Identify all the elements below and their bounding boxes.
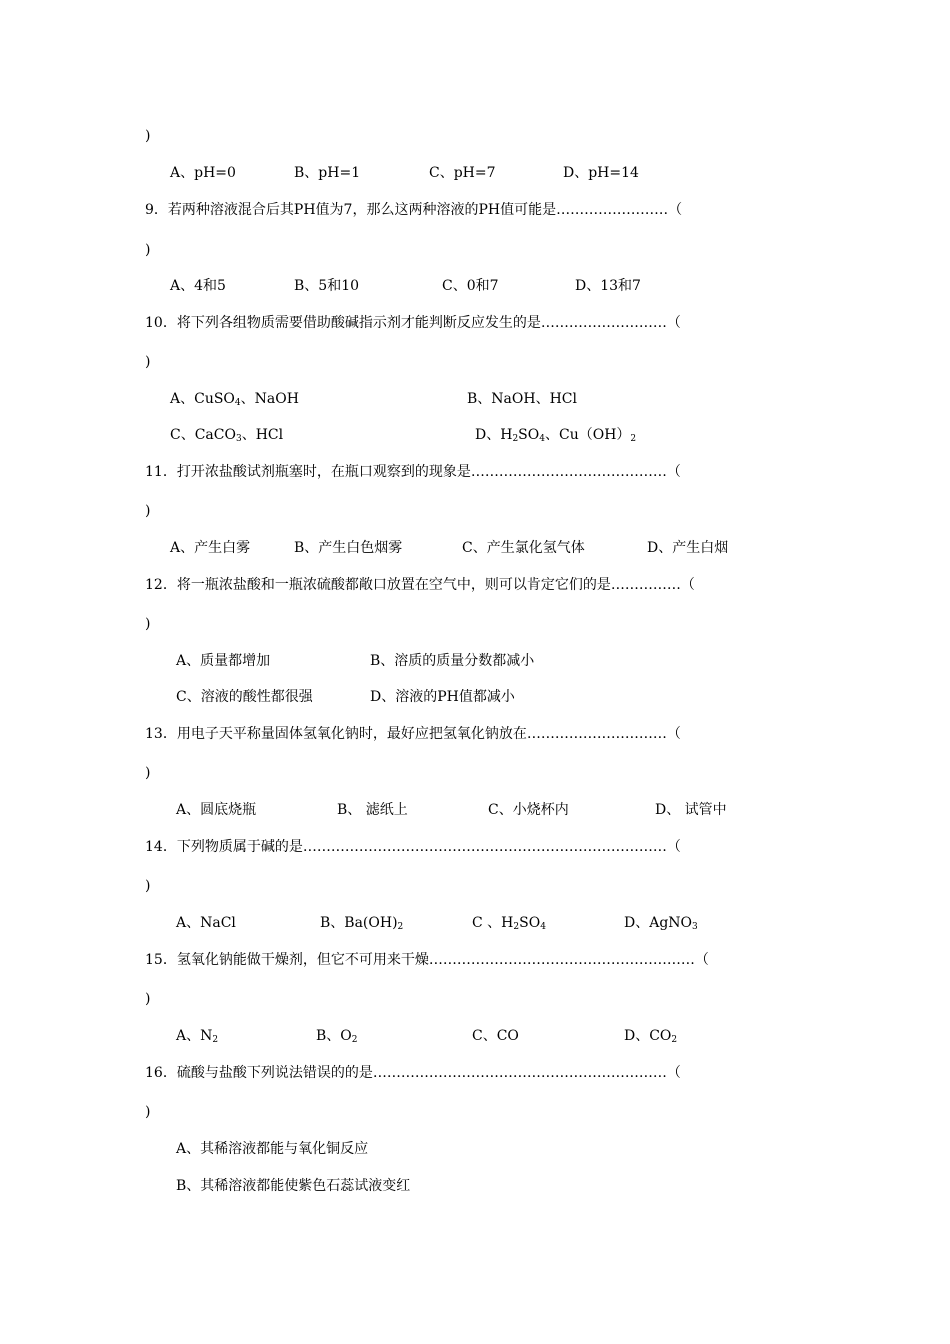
option-b: B、 滤纸上 <box>337 802 408 818</box>
option-b: B、其稀溶液都能使紫色石蕊试液变红 <box>176 1178 411 1194</box>
option-d: D、溶液的PH值都减小 <box>370 689 515 705</box>
answer-paren-close: ) <box>145 765 151 781</box>
question-14: 14．下列物质属于碱的是……………………………………………………………………（ <box>145 839 681 855</box>
option-c: C、CaCO$_3$、HCl <box>170 427 284 444</box>
option-d: D、13和7 <box>575 278 641 294</box>
answer-paren-close: ) <box>145 991 151 1007</box>
option-b: B、产生白色烟雾 <box>294 540 403 556</box>
option-d: D、产生白烟 <box>647 540 729 556</box>
question-9: 9．若两种溶液混合后其PH值为7，那么这两种溶液的PH值可能是……………………（ <box>145 202 683 218</box>
question-11: 11．打开浓盐酸试剂瓶塞时，在瓶口观察到的现象是……………………………………（ <box>145 464 681 480</box>
option-c: C、溶液的酸性都很强 <box>176 689 313 705</box>
option-a: A、产生白雾 <box>170 540 251 556</box>
option-b: B、$Ba(OH)_2$ <box>320 915 404 932</box>
option-c: C、小烧杯内 <box>488 802 569 818</box>
answer-paren-close: ) <box>145 1104 151 1120</box>
answer-paren-close: ) <box>145 128 151 144</box>
answer-paren-close: ) <box>145 242 151 258</box>
option-a: A、pH=0 <box>170 165 236 181</box>
option-d: D、pH=14 <box>563 165 639 181</box>
option-a: A、圆底烧瓶 <box>176 802 257 818</box>
option-c: C 、$H_2SO_4$ <box>472 915 546 932</box>
option-b: B、$O_2$ <box>316 1028 358 1045</box>
question-13: 13．用电子天平称量固体氢氧化钠时，最好应把氢氧化钠放在…………………………（ <box>145 726 681 742</box>
answer-paren-close: ) <box>145 354 151 370</box>
question-16: 16．硫酸与盐酸下列说法错误的的是………………………………………………………（ <box>145 1065 681 1081</box>
answer-paren-close: ) <box>145 616 151 632</box>
option-b: B、pH=1 <box>294 165 361 181</box>
option-a: A、NaCl <box>176 915 236 931</box>
answer-paren-close: ) <box>145 878 151 894</box>
option-a: A、其稀溶液都能与氧化铜反应 <box>176 1141 369 1157</box>
option-d: D、AgNO$_3$ <box>624 915 698 932</box>
option-a: A、4和5 <box>170 278 226 294</box>
option-c: C、pH=7 <box>429 165 496 181</box>
option-b: B、5和10 <box>294 278 360 294</box>
question-10: 10．将下列各组物质需要借助酸碱指示剂才能判断反应发生的是………………………（ <box>145 315 681 331</box>
option-d: D、$H_2SO_4$、$Cu(OH)_2$ <box>475 427 637 444</box>
option-a: A、CuSO$_4$、NaOH <box>170 391 299 408</box>
option-c: C、0和7 <box>442 278 499 294</box>
option-a: A、$N_2$ <box>176 1028 219 1045</box>
option-b: B、溶质的质量分数都减小 <box>370 653 535 669</box>
option-c: C、产生氯化氢气体 <box>462 540 585 556</box>
answer-paren-close: ) <box>145 503 151 519</box>
option-d: D、$CO_2$ <box>624 1028 678 1045</box>
option-b: B、NaOH、HCl <box>467 391 577 407</box>
question-15: 15．氢氧化钠能做干燥剂，但它不可用来干燥…………………………………………………（ <box>145 952 709 968</box>
question-12: 12．将一瓶浓盐酸和一瓶浓硫酸都敞口放置在空气中，则可以肯定它们的是……………（ <box>145 577 695 593</box>
option-c: C、CO <box>472 1028 519 1044</box>
option-d: D、 试管中 <box>655 802 727 818</box>
option-a: A、质量都增加 <box>176 653 271 669</box>
